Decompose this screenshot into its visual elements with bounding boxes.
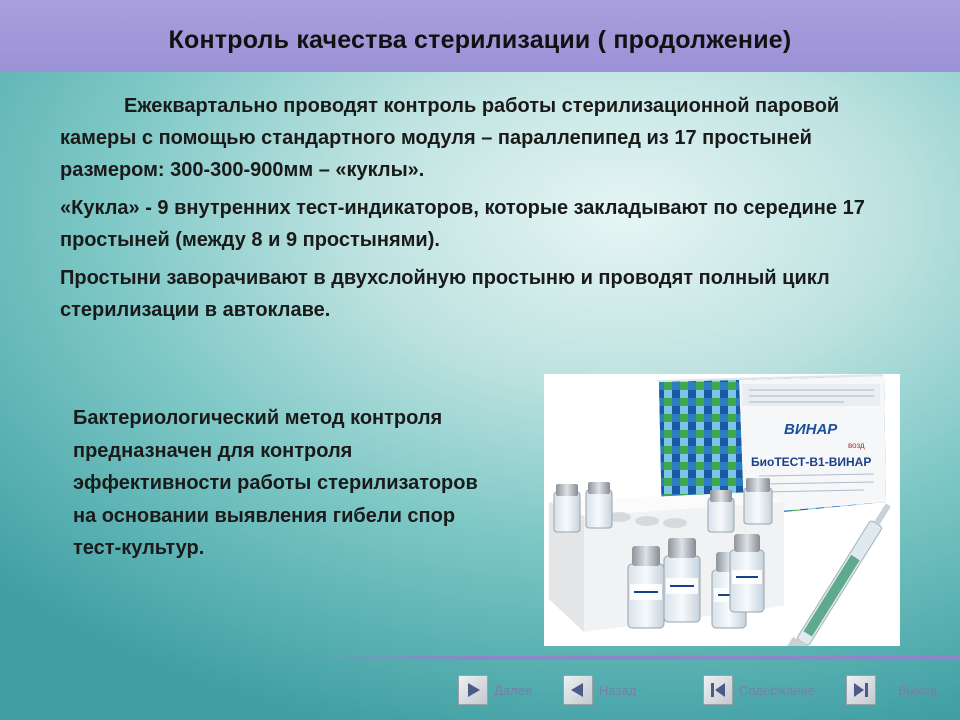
back-icon [563, 675, 593, 705]
paragraph-2: «Кукла» - 9 внутренних тест-индикаторов, которые закладывают по середине 17 простыней (между 8 и 9 простынями). [60, 197, 865, 251]
paragraph-3: Простыни заворачивают в двухслойную простыню и проводят полный цикл стерилизации в автоклаве. [60, 267, 830, 321]
end-icon [846, 675, 876, 705]
nav-exit-label: Выход [898, 682, 937, 698]
first-slide-icon [703, 675, 733, 705]
nav-contents-label: Содержание [739, 682, 815, 698]
nav-next-label: Далее [494, 682, 533, 698]
side-text-line: Бактериологический метод контроля [73, 407, 443, 429]
side-text-line: тест-культур. [73, 537, 205, 559]
main-text [60, 90, 905, 332]
product-label: БиоТЕСТ-В1-ВИНАР [751, 455, 872, 469]
brand-label: ВИНАР [784, 421, 838, 438]
paragraph-1: Ежеквартально проводят контроль работы стерилизационной паровой камеры с помощью стандартного модуля – параллепипед из 17 простыней размером: 300-300-900мм – «куклы». [60, 95, 840, 181]
side-text-line: предназначен для контроля [73, 439, 353, 462]
nav-back-button[interactable] [563, 675, 636, 705]
side-text-line: на основании выявления гибели спор [73, 504, 456, 527]
biotest-kit-image [544, 374, 900, 646]
nav-next-button[interactable] [458, 675, 532, 705]
nav-contents-button[interactable] [703, 675, 815, 705]
side-text [73, 402, 543, 565]
play-icon [458, 675, 488, 705]
box-tag: возд [848, 441, 865, 450]
product-photo [544, 374, 900, 646]
side-text-line: эффективности работы стерилизаторов [73, 472, 478, 494]
footer-divider [318, 656, 960, 660]
nav-exit-button[interactable] [846, 675, 937, 705]
nav-back-label: Назад [599, 682, 637, 698]
slide-title: Контроль качества стерилизации ( продолжение) [168, 25, 792, 54]
